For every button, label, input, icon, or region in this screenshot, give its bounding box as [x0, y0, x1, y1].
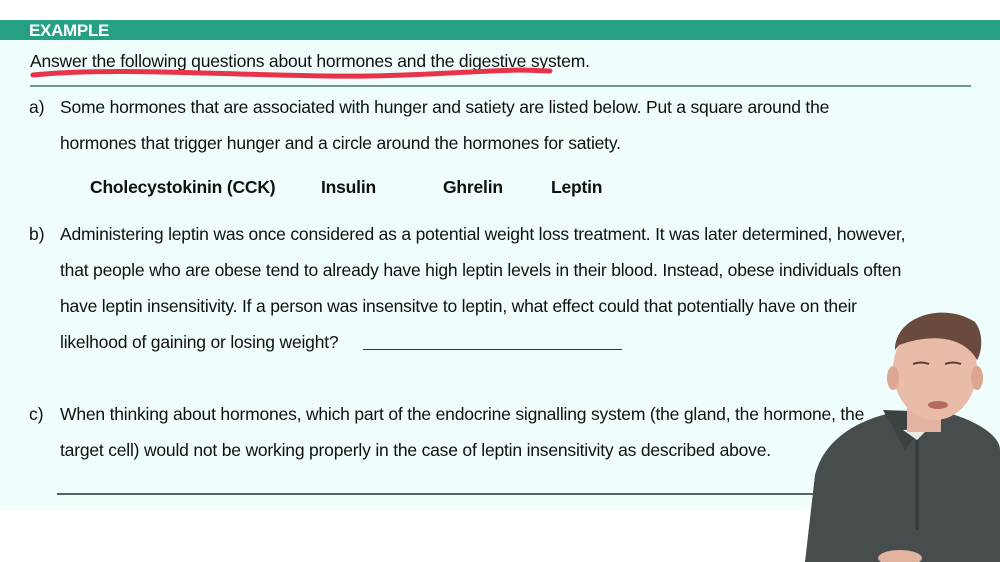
question-a-line-1: Some hormones that are associated with hunger and satiety are listed below. Put a square around the — [60, 97, 830, 117]
question-a-line-2: hormones that trigger hunger and a circle around the hormones for satiety. — [60, 133, 621, 153]
question-b-line-2: that people who are obese tend to already have high leptin levels in their blood. Instead, obese individuals often — [60, 260, 902, 280]
intro-divider — [30, 85, 971, 87]
answer-blank-c[interactable] — [57, 493, 817, 495]
hormone-ghrelin: Ghrelin — [443, 177, 503, 197]
hormone-insulin: Insulin — [321, 177, 376, 197]
question-b-line-1: Administering leptin was once considered as a potential weight loss treatment. It was later determined, however, — [60, 224, 906, 244]
hormone-cck: Cholecystokinin (CCK) — [90, 177, 276, 197]
question-b-label: b) — [29, 224, 45, 244]
answer-blank-b[interactable] — [363, 349, 622, 350]
red-underline-annotation — [30, 66, 555, 80]
question-b-line-4: likelhood of gaining or losing weight? — [60, 332, 339, 352]
question-b-line-3: have leptin insensitivity. If a person was insensitve to leptin, what effect could that potentially have on their — [60, 296, 857, 316]
question-c-label: c) — [29, 404, 44, 424]
intro-text: Answer the following questions about hormones and the digestive system. — [30, 51, 590, 71]
question-c-line-1: When thinking about hormones, which part of the endocrine signalling system (the gland, the hormone, the — [60, 404, 865, 424]
presenter-video-icon — [795, 300, 1000, 562]
question-c-line-2: target cell) would not be working properly in the case of leptin insensitivity as described above. — [60, 440, 771, 460]
hormone-leptin: Leptin — [551, 177, 603, 197]
example-header-bar — [0, 20, 1000, 40]
question-a-label: a) — [29, 97, 45, 117]
example-header-label: EXAMPLE — [29, 21, 110, 40]
